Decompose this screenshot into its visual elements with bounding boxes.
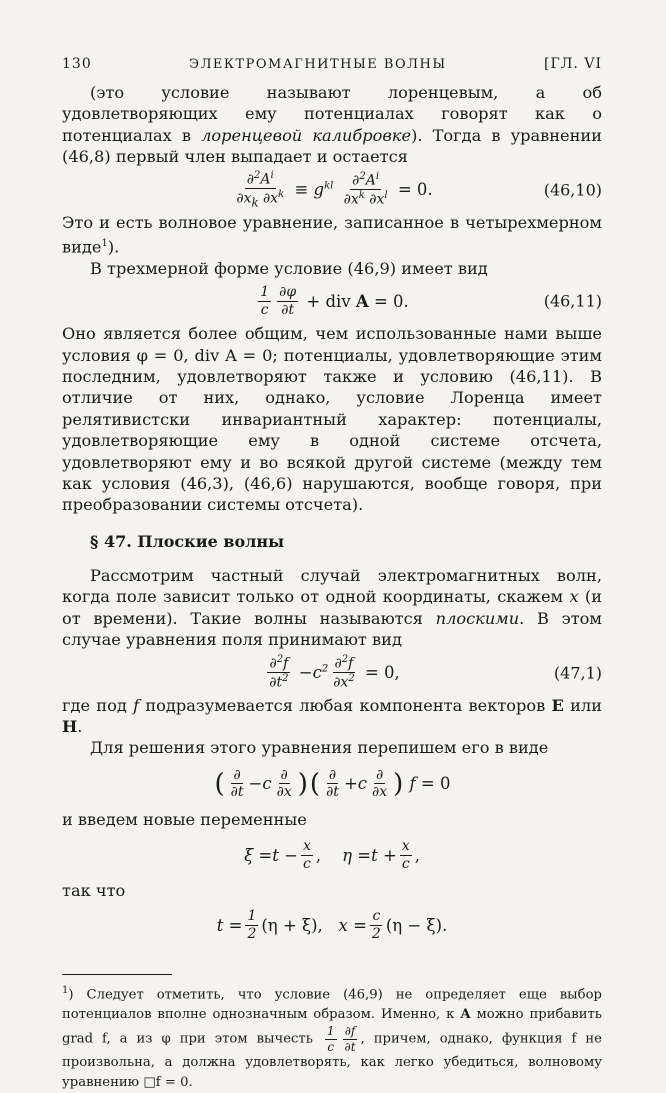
running-title: ЭЛЕКТРОМАГНИТНЫЕ ВОЛНЫ	[189, 57, 447, 72]
paragraph-so-that: так что	[62, 881, 126, 901]
equation-47-1: $\frac{\partial^2f}{\partial t^2}$ − $c^2$ $\frac{\partial^2f}{\partial x^2}$ = 0, (47,1)	[269, 653, 602, 691]
paragraph-new-variables: и введем новые переменные	[62, 809, 307, 829]
term-plane: плоскими	[435, 608, 520, 628]
paragraph-3d-form: В трехмерной форме условие (46,9) имеет вид	[90, 258, 488, 278]
equation-number: (47,1)	[553, 663, 602, 683]
equation-factorized: ( $\frac{\partial}{\partial t}$ − c $\frac{\partial}{\partial x}$ ) ( $\frac{\partial}{\partial t}$ + c $\frac{\partial}{\partial x}$ ) f = 0	[214, 766, 451, 801]
equation-t-x: t = $\frac{1}{2}$ (η + ξ), x = $\frac{c}{2}$ (η − ξ).	[216, 908, 448, 943]
section-heading: § 47. Плоские волны	[90, 531, 285, 551]
footnote-divider	[62, 974, 172, 975]
term-lorenz-gauge: лоренцевой калибровке	[201, 125, 412, 145]
footnote: $^1$) Следует отметить, что условие (46,9) не определяет еще выбор потенциалов вполне однозначным образом. Именно, к A можно прибавить grad f, а из φ при этом вычесть $\frac{1}{c}$ $\frac{\partial f}{\partial t}$ , причем, однако, функция f не произвольна, а должна удовлетворять, как легко убедиться, волновому уравнению □f = 0.	[62, 984, 602, 1091]
footnote-marker: 1	[62, 984, 69, 996]
paragraph-lorenz-gauge: (это условие называют лоренцевым, а об удовлетворяющих ему потенциалах говорят как о потенциалах в лоренцевой калибровке). Тогда в уравнении (46,8) первый член выпадает и остается	[62, 83, 602, 167]
chapter-label: [ГЛ. VI	[544, 56, 602, 72]
equation-46-11: $\frac{1}{c}$ $\frac{\partial\varphi}{\partial t}$ + div A = 0. (46,11)	[260, 284, 602, 318]
page-number: 130	[62, 56, 92, 72]
paragraph-components: где под f подразумевается любая компонента векторов E или H.	[62, 695, 602, 736]
footnote-ref: 1	[101, 238, 108, 250]
equation-number: (46,11)	[543, 291, 602, 311]
paragraph-rewrite: Для решения этого уравнения перепишем его в виде	[90, 738, 549, 758]
equation-46-10: $\frac{\partial^2A^i}{\partial x_k \partial x^k}$ ≡ $g^{kl}$ $\frac{\partial^2A^i}{\partial x^k \partial x^l}$ = 0. (46,10)	[236, 169, 602, 210]
paragraph-plane-waves: Рассмотрим частный случай электромагнитных волн, когда поле зависит только от одной координаты, скажем x (и от времени). Такие волны называются плоскими. В этом случае уравнения поля принимают вид	[62, 565, 603, 650]
equation-number: (46,10)	[543, 180, 602, 200]
paragraph-lorenz-condition: Оно является более общим, чем использованные нами выше условия φ = 0, div A = 0; потенциалы, удовлетворяющие этим последним, удовлетворяют также и условию (46,11). В отличие от них, однако, условие Лоренца имеет релятивистски инвариантный характер: потенциалы, удовлетворяющие ему в одной системе отсчета, удовлетворяют ему и во всякой другой системе (между тем как условия (46,3), (46,6) нарушаются, вообще говоря, при преобразовании системы отсчета).	[62, 324, 602, 515]
running-header	[62, 56, 602, 82]
page	[62, 56, 602, 1093]
equation-xi-eta: ξ = t − $\frac{x}{c}$ , η = t + $\frac{x}{c}$ ,	[244, 837, 420, 872]
paragraph-wave-equation: Это и есть волновое уравнение, записанное в четырехмерном виде$^1$).	[62, 212, 602, 257]
